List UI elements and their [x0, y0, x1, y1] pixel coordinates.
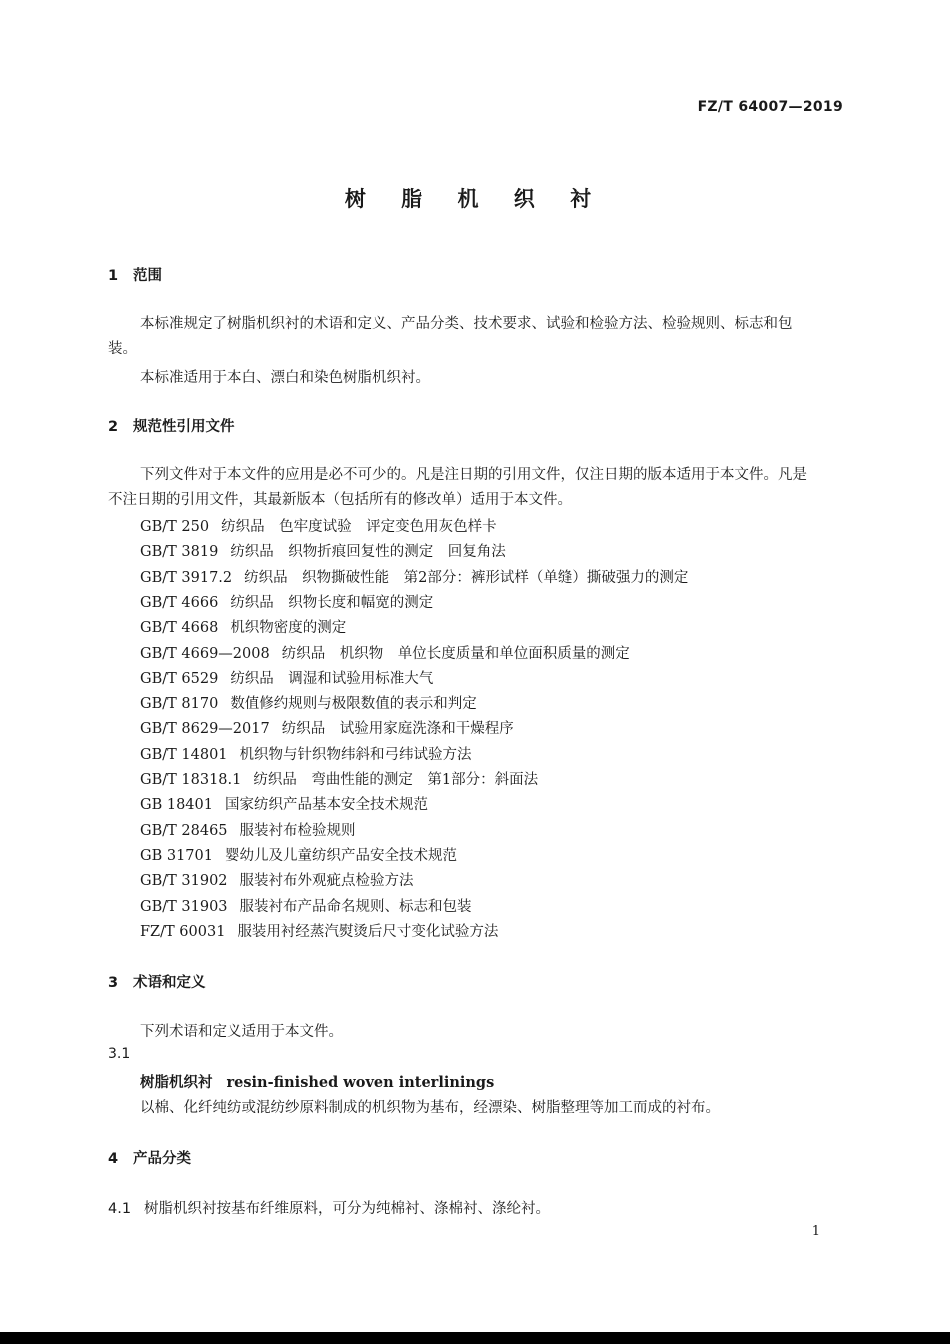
section-1-heading — [108, 264, 162, 285]
reference-code: GB/T 31902 — [140, 873, 228, 890]
reference-item — [140, 793, 428, 814]
page-number: 1 — [811, 1224, 820, 1239]
term-definition: 以棉、化纤纯纺或混纺纱原料制成的机织物为基布，经漂染、树脂整理等加工而成的衬布。 — [140, 1100, 720, 1116]
reference-title: 机织物密度的测定 — [230, 620, 347, 637]
reference-item — [140, 540, 506, 561]
reference-title: 纺织品 调湿和试验用标准大气 — [230, 670, 434, 687]
section-1-paragraph-1: 本标准规定了树脂机织衬的术语和定义、产品分类、技术要求、试验和检验方法、检验规则、标志和包装。 — [108, 316, 793, 357]
subclause-number: 4.1 — [108, 1201, 132, 1217]
reference-title: 纺织品 织物长度和幅宽的测定 — [230, 594, 434, 611]
reference-code: GB/T 250 — [140, 519, 210, 535]
section-title: 范围 — [133, 268, 162, 284]
reference-code: GB/T 3819 — [140, 544, 219, 561]
term-number: 3.1 — [108, 1046, 131, 1062]
reference-code: GB/T 4669—2008 — [140, 645, 270, 662]
reference-item — [140, 895, 472, 916]
reference-code: FZ/T 60031 — [140, 923, 226, 940]
section-2-intro: 下列文件对于本文件的应用是必不可少的。凡是注日期的引用文件，仅注日期的版本适用于本文件。凡是不注日期的引用文件，其最新版本（包括所有的修改单）适用于本文件。 — [108, 467, 807, 508]
reference-item — [140, 869, 414, 890]
reference-title: 数值修约规则与极限数值的表示和判定 — [230, 696, 477, 713]
section-title: 规范性引用文件 — [133, 419, 235, 435]
reference-title: 纺织品 弯曲性能的测定 第1部分：斜面法 — [253, 772, 539, 788]
reference-item — [140, 717, 514, 738]
reference-code: GB/T 18318.1 — [140, 772, 242, 788]
section-2-heading — [108, 415, 235, 436]
reference-code: GB/T 28465 — [140, 822, 228, 839]
reference-item — [140, 692, 477, 713]
reference-item — [140, 616, 346, 637]
term-chinese: 树脂机织衬 — [140, 1075, 213, 1091]
reference-title: 服装衬布检验规则 — [239, 822, 356, 839]
reference-title: 服装衬布产品命名规则、标志和包装 — [239, 898, 472, 915]
reference-item — [140, 515, 497, 536]
reference-title: 婴幼儿及儿童纺织产品安全技术规范 — [224, 847, 457, 864]
reference-item — [140, 920, 498, 941]
reference-item — [140, 566, 688, 587]
term-english: resin-finished woven interlinings — [226, 1074, 495, 1091]
reference-code: GB/T 6529 — [140, 670, 219, 687]
reference-code: GB/T 31903 — [140, 898, 228, 915]
reference-code: GB/T 4666 — [140, 594, 219, 611]
section-number: 4 — [108, 1151, 119, 1167]
reference-title: 服装衬布外观疵点检验方法 — [239, 873, 414, 890]
reference-title: 纺织品 色牢度试验 评定变色用灰色样卡 — [221, 519, 497, 535]
reference-title: 纺织品 机织物 单位长度质量和单位面积质量的测定 — [281, 645, 630, 662]
section-3-heading — [108, 971, 206, 992]
reference-code: GB/T 14801 — [140, 746, 228, 763]
section-3-intro: 下列术语和定义适用于本文件。 — [140, 1024, 343, 1040]
reference-title: 服装用衬经蒸汽熨烫后尺寸变化试验方法 — [237, 923, 499, 940]
section-1-paragraph-2: 本标准适用于本白、漂白和染色树脂机织衬。 — [140, 370, 430, 386]
reference-code: GB/T 4668 — [140, 620, 219, 637]
page-bottom-bar — [0, 1332, 950, 1344]
term-heading — [140, 1071, 494, 1092]
reference-item — [140, 591, 433, 612]
standard-number: FZ/T 64007—2019 — [697, 99, 843, 115]
section-number: 2 — [108, 419, 119, 435]
reference-item — [140, 768, 538, 789]
reference-code: GB/T 3917.2 — [140, 569, 233, 586]
section-title: 产品分类 — [133, 1151, 191, 1167]
reference-item — [140, 642, 630, 663]
reference-title: 国家纺织产品基本安全技术规范 — [224, 797, 428, 814]
reference-title: 纺织品 织物折痕回复性的测定 回复角法 — [230, 544, 506, 561]
section-number: 3 — [108, 975, 119, 991]
reference-code: GB/T 8170 — [140, 696, 219, 713]
section-4-heading — [108, 1147, 191, 1168]
reference-item — [140, 667, 433, 688]
reference-item — [140, 844, 457, 865]
reference-code: GB 18401 — [140, 797, 213, 814]
reference-item — [140, 819, 356, 840]
reference-code: GB/T 8629—2017 — [140, 721, 270, 738]
reference-code: GB 31701 — [140, 847, 213, 864]
reference-title: 机织物与针织物纬斜和弓纬试验方法 — [239, 746, 472, 763]
subclause-text: 树脂机织衬按基布纤维原料，可分为纯棉衬、涤棉衬、涤纶衬。 — [144, 1201, 550, 1217]
document-title: 树 脂 机 织 衬 — [344, 187, 606, 211]
reference-item — [140, 743, 472, 764]
subclause-4-1 — [108, 1197, 550, 1218]
reference-title: 纺织品 织物撕破性能 第2部分：裤形试样（单缝）撕破强力的测定 — [244, 569, 689, 586]
section-title: 术语和定义 — [133, 975, 206, 991]
reference-title: 纺织品 试验用家庭洗涤和干燥程序 — [281, 721, 514, 738]
section-number: 1 — [108, 268, 119, 284]
